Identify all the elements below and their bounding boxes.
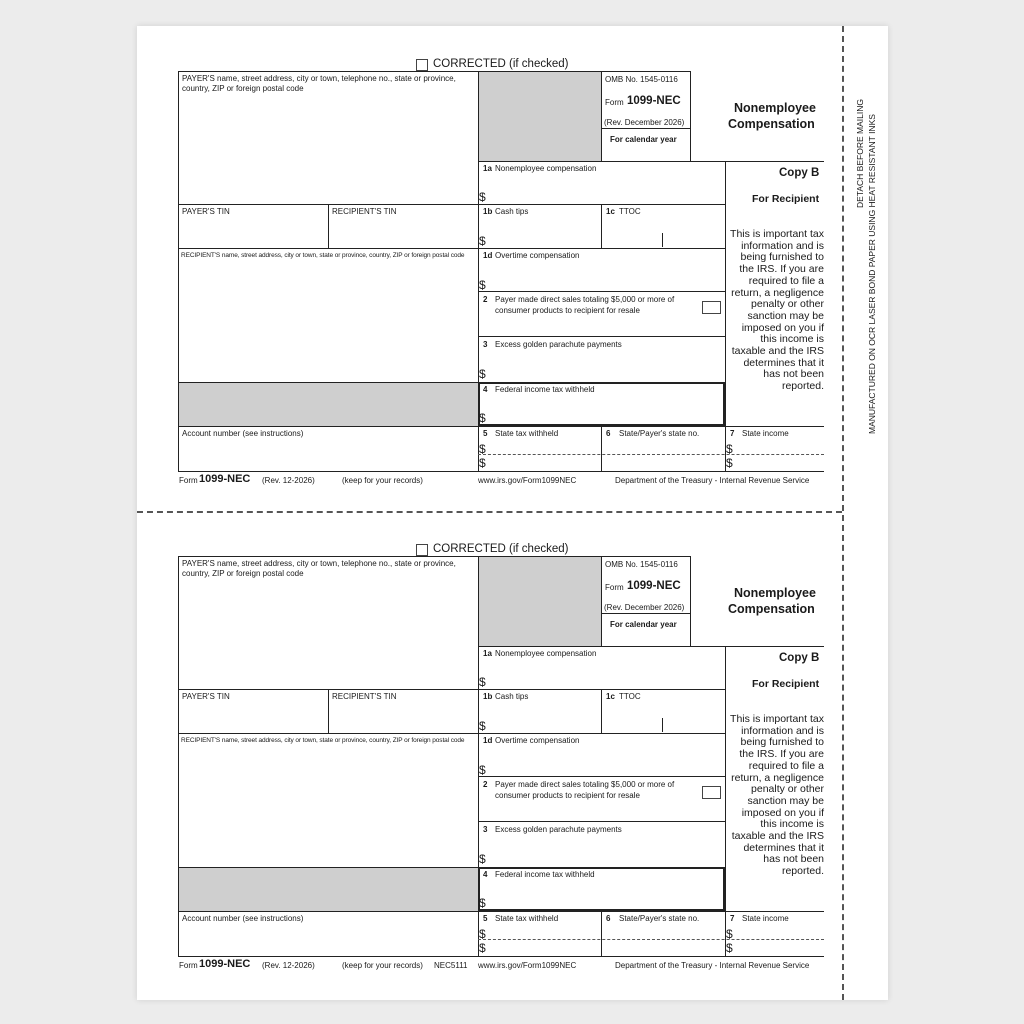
tax-note-line: determines that it	[743, 356, 824, 369]
footer-revision: (Rev. 12-2026)	[262, 476, 315, 485]
footer-form-prefix: Form	[179, 961, 198, 970]
payer-tin-label: PAYER'S TIN	[182, 207, 230, 216]
footer-form-name: 1099-NEC	[199, 958, 251, 970]
corrected-checkbox[interactable]	[416, 59, 428, 71]
tax-note-line: penalty or other	[751, 298, 824, 311]
calendar-year-label: For calendar year	[610, 620, 677, 629]
tax-note-line: has not been	[763, 853, 824, 866]
gray-panel-bottom	[179, 383, 478, 426]
box5-dollar-2: $	[479, 456, 486, 470]
box7-dollar-1: $	[726, 442, 733, 456]
payer-name-text: PAYER'S name, street address, city or town, telephone no., state or province, country, ZIP or foreign postal code	[182, 74, 456, 93]
gray-panel-top	[479, 557, 601, 646]
box7-label: State income	[742, 914, 789, 923]
box1d-number: 1d	[483, 736, 493, 745]
box5-label: State tax withheld	[495, 429, 559, 438]
tax-note-line: this income is	[760, 818, 824, 831]
box1d-bottom	[478, 776, 725, 777]
box1a-label: Nonemployee compensation	[495, 649, 597, 658]
gray-panel-top	[479, 72, 601, 161]
state-row-dashed	[478, 454, 824, 455]
tax-note-line: determines that it	[743, 841, 824, 854]
omb-bottom-border	[601, 613, 690, 614]
box1c-tick	[662, 233, 663, 247]
tax-note-line: imposed on you if	[741, 806, 824, 819]
gray-panel-bottom	[179, 868, 478, 911]
box5-dollar-1: $	[479, 442, 486, 456]
omb-left-border	[601, 71, 602, 161]
box7-dollar-2: $	[726, 941, 733, 955]
omb-number: OMB No. 1545-0116	[605, 560, 678, 569]
box1a-dollar: $	[479, 190, 486, 204]
box3-label: Excess golden parachute payments	[495, 340, 622, 349]
box4-dollar: $	[479, 896, 486, 910]
account-number-label: Account number (see instructions)	[182, 429, 304, 438]
tin-divider	[328, 689, 329, 733]
copy-b-label: Copy B	[779, 167, 820, 179]
box1a-dollar: $	[479, 675, 486, 689]
tax-note-line: This is important tax	[730, 713, 824, 725]
box1c-number: 1c	[606, 207, 615, 216]
form-revision: (Rev. December 2026)	[604, 118, 685, 127]
box1d-number: 1d	[483, 251, 493, 260]
box1a-top	[478, 646, 824, 647]
box2-label-line2: consumer products to recipient for resale	[495, 306, 640, 315]
footer-keep-records: (keep for your records)	[342, 476, 423, 485]
box4-bottom	[178, 911, 824, 912]
box1d-label: Overtime compensation	[495, 736, 580, 745]
footer-url: www.irs.gov/Form1099NEC	[478, 476, 577, 485]
tax-note-line: penalty or other	[751, 783, 824, 796]
box5-dollar-1: $	[479, 927, 486, 941]
footer-form-prefix: Form	[179, 476, 198, 485]
tax-note-line: reported.	[781, 865, 824, 878]
payer-name-text: PAYER'S name, street address, city or town, telephone no., state or province, country, ZIP or foreign postal code	[182, 559, 456, 578]
footer-department: Department of the Treasury - Internal Revenue Service	[615, 476, 810, 485]
box3-number: 3	[483, 340, 488, 349]
box1d-dollar: $	[479, 278, 486, 292]
box3-dollar: $	[479, 852, 486, 866]
for-recipient-label: For Recipient	[752, 678, 820, 690]
tax-note-line: the IRS. If you are	[739, 263, 824, 276]
box5-6-divider	[601, 426, 602, 471]
box1b-dollar: $	[479, 719, 486, 733]
tax-info-notice	[726, 229, 824, 393]
state-row-dashed	[478, 939, 824, 940]
box1c-label: TTOC	[619, 692, 641, 701]
box2-checkbox[interactable]	[702, 301, 721, 314]
tax-note-line: imposed on you if	[741, 321, 824, 334]
box7-label: State income	[742, 429, 789, 438]
form-prefix: Form	[605, 583, 624, 592]
top-border	[178, 71, 691, 72]
box2-label-line1: Payer made direct sales totaling $5,000 or more of	[495, 295, 675, 304]
box7-number: 7	[730, 429, 735, 438]
box5-number: 5	[483, 429, 488, 438]
box1b-1c-divider	[601, 204, 602, 248]
account-number-label: Account number (see instructions)	[182, 914, 304, 923]
tax-note-line: sanction may be	[747, 309, 824, 322]
box3-label: Excess golden parachute payments	[495, 825, 622, 834]
omb-right-border	[690, 71, 691, 161]
box4-label: Federal income tax withheld	[495, 385, 595, 394]
for-recipient-label: For Recipient	[752, 193, 820, 205]
recipient-tin-label: RECIPIENT'S TIN	[332, 692, 397, 701]
omb-number: OMB No. 1545-0116	[605, 75, 678, 84]
omb-right-border	[690, 556, 691, 646]
form-title-line2: Compensation	[728, 602, 815, 616]
form-bottom-border	[178, 471, 824, 472]
recipient-name-label: RECIPIENT'S name, street address, city or town, state or province, country, ZIP or foreign postal code	[181, 252, 465, 259]
box6-number: 6	[606, 429, 611, 438]
tax-note-line: the IRS. If you are	[739, 748, 824, 761]
footer-keep-records: (keep for your records)	[342, 961, 423, 970]
tax-note-line: return, a negligence	[731, 286, 824, 299]
box1b-number: 1b	[483, 692, 493, 701]
box4-bottom	[178, 426, 824, 427]
box2-bottom	[478, 821, 725, 822]
form-revision: (Rev. December 2026)	[604, 603, 685, 612]
manufactured-on-ocr-text: MANUFACTURED ON OCR LASER BOND PAPER USING HEAT RESISTANT INKS	[867, 114, 877, 434]
box6-label: State/Payer's state no.	[619, 429, 700, 438]
form-bottom-border	[178, 956, 824, 957]
box2-label-line2: consumer products to recipient for resale	[495, 791, 640, 800]
tax-info-notice	[726, 714, 824, 878]
footer-form-code: NEC5111	[434, 961, 468, 970]
box7-number: 7	[730, 914, 735, 923]
footer-department: Department of the Treasury - Internal Revenue Service	[615, 961, 810, 970]
tax-note-line: reported.	[781, 380, 824, 393]
box1a-number: 1a	[483, 649, 492, 658]
box5-number: 5	[483, 914, 488, 923]
box4-number: 4	[483, 870, 488, 879]
tax-note-line: this income is	[760, 333, 824, 346]
tax-note-line: has not been	[763, 368, 824, 381]
box5-label: State tax withheld	[495, 914, 559, 923]
form-copy-top	[0, 26, 1024, 496]
calendar-year-label: For calendar year	[610, 135, 677, 144]
omb-left-border	[601, 556, 602, 646]
footer-form-name: 1099-NEC	[199, 473, 251, 485]
tin-row-bottom	[178, 248, 725, 249]
box7-dollar-2: $	[726, 456, 733, 470]
form-prefix: Form	[605, 98, 624, 107]
tax-note-line: required to file a	[748, 759, 824, 772]
box1c-tick	[662, 718, 663, 732]
copy-b-label: Copy B	[779, 652, 820, 664]
box3-number: 3	[483, 825, 488, 834]
tax-note-line: information and is	[741, 239, 824, 252]
box5-6-divider	[601, 911, 602, 956]
box2-number: 2	[483, 295, 488, 304]
form-copy-bottom	[0, 511, 1024, 981]
form-name: 1099-NEC	[627, 580, 681, 592]
tin-divider	[328, 204, 329, 248]
box2-checkbox[interactable]	[702, 786, 721, 799]
box7-dollar-1: $	[726, 927, 733, 941]
corrected-label: CORRECTED (if checked)	[433, 543, 569, 555]
tax-note-line: information and is	[741, 724, 824, 737]
payer-name-label	[182, 74, 476, 94]
box1a-number: 1a	[483, 164, 492, 173]
recipient-name-label: RECIPIENT'S name, street address, city or town, state or province, country, ZIP or foreign postal code	[181, 737, 465, 744]
box1b-label: Cash tips	[495, 207, 529, 216]
box5-dollar-2: $	[479, 941, 486, 955]
box2-label-line1: Payer made direct sales totaling $5,000 or more of	[495, 780, 675, 789]
form-title-line1: Nonemployee	[734, 586, 816, 600]
box1d-label: Overtime compensation	[495, 251, 580, 260]
box4-number: 4	[483, 385, 488, 394]
recipient-tin-label: RECIPIENT'S TIN	[332, 207, 397, 216]
box3-dollar: $	[479, 367, 486, 381]
tax-note-line: taxable and the IRS	[731, 345, 824, 358]
box1d-bottom	[478, 291, 725, 292]
tax-note-line: required to file a	[748, 274, 824, 287]
box1a-label: Nonemployee compensation	[495, 164, 597, 173]
box1b-1c-divider	[601, 689, 602, 733]
top-border	[178, 556, 691, 557]
box2-bottom	[478, 336, 725, 337]
box6-label: State/Payer's state no.	[619, 914, 700, 923]
tax-note-line: taxable and the IRS	[731, 830, 824, 843]
box1b-label: Cash tips	[495, 692, 529, 701]
box1d-dollar: $	[479, 763, 486, 777]
form-title-line1: Nonemployee	[734, 101, 816, 115]
footer-revision: (Rev. 12-2026)	[262, 961, 315, 970]
detach-before-mailing-text: DETACH BEFORE MAILING	[855, 99, 865, 208]
corrected-checkbox[interactable]	[416, 544, 428, 556]
box1c-label: TTOC	[619, 207, 641, 216]
form-name: 1099-NEC	[627, 95, 681, 107]
tax-note-line: return, a negligence	[731, 771, 824, 784]
box4-dollar: $	[479, 411, 486, 425]
payer-tin-label: PAYER'S TIN	[182, 692, 230, 701]
tax-note-line: being furnished to	[740, 736, 824, 749]
tin-row-bottom	[178, 733, 725, 734]
tax-note-line: This is important tax	[730, 228, 824, 240]
footer-url: www.irs.gov/Form1099NEC	[478, 961, 577, 970]
box1b-number: 1b	[483, 207, 493, 216]
box4-label: Federal income tax withheld	[495, 870, 595, 879]
tax-note-line: sanction may be	[747, 794, 824, 807]
form-title-line2: Compensation	[728, 117, 815, 131]
omb-bottom-border	[601, 128, 690, 129]
box1a-top	[478, 161, 824, 162]
box1b-dollar: $	[479, 234, 486, 248]
tax-note-line: being furnished to	[740, 251, 824, 264]
payer-name-label	[182, 559, 476, 579]
box2-number: 2	[483, 780, 488, 789]
box6-number: 6	[606, 914, 611, 923]
box1c-number: 1c	[606, 692, 615, 701]
corrected-label: CORRECTED (if checked)	[433, 58, 569, 70]
